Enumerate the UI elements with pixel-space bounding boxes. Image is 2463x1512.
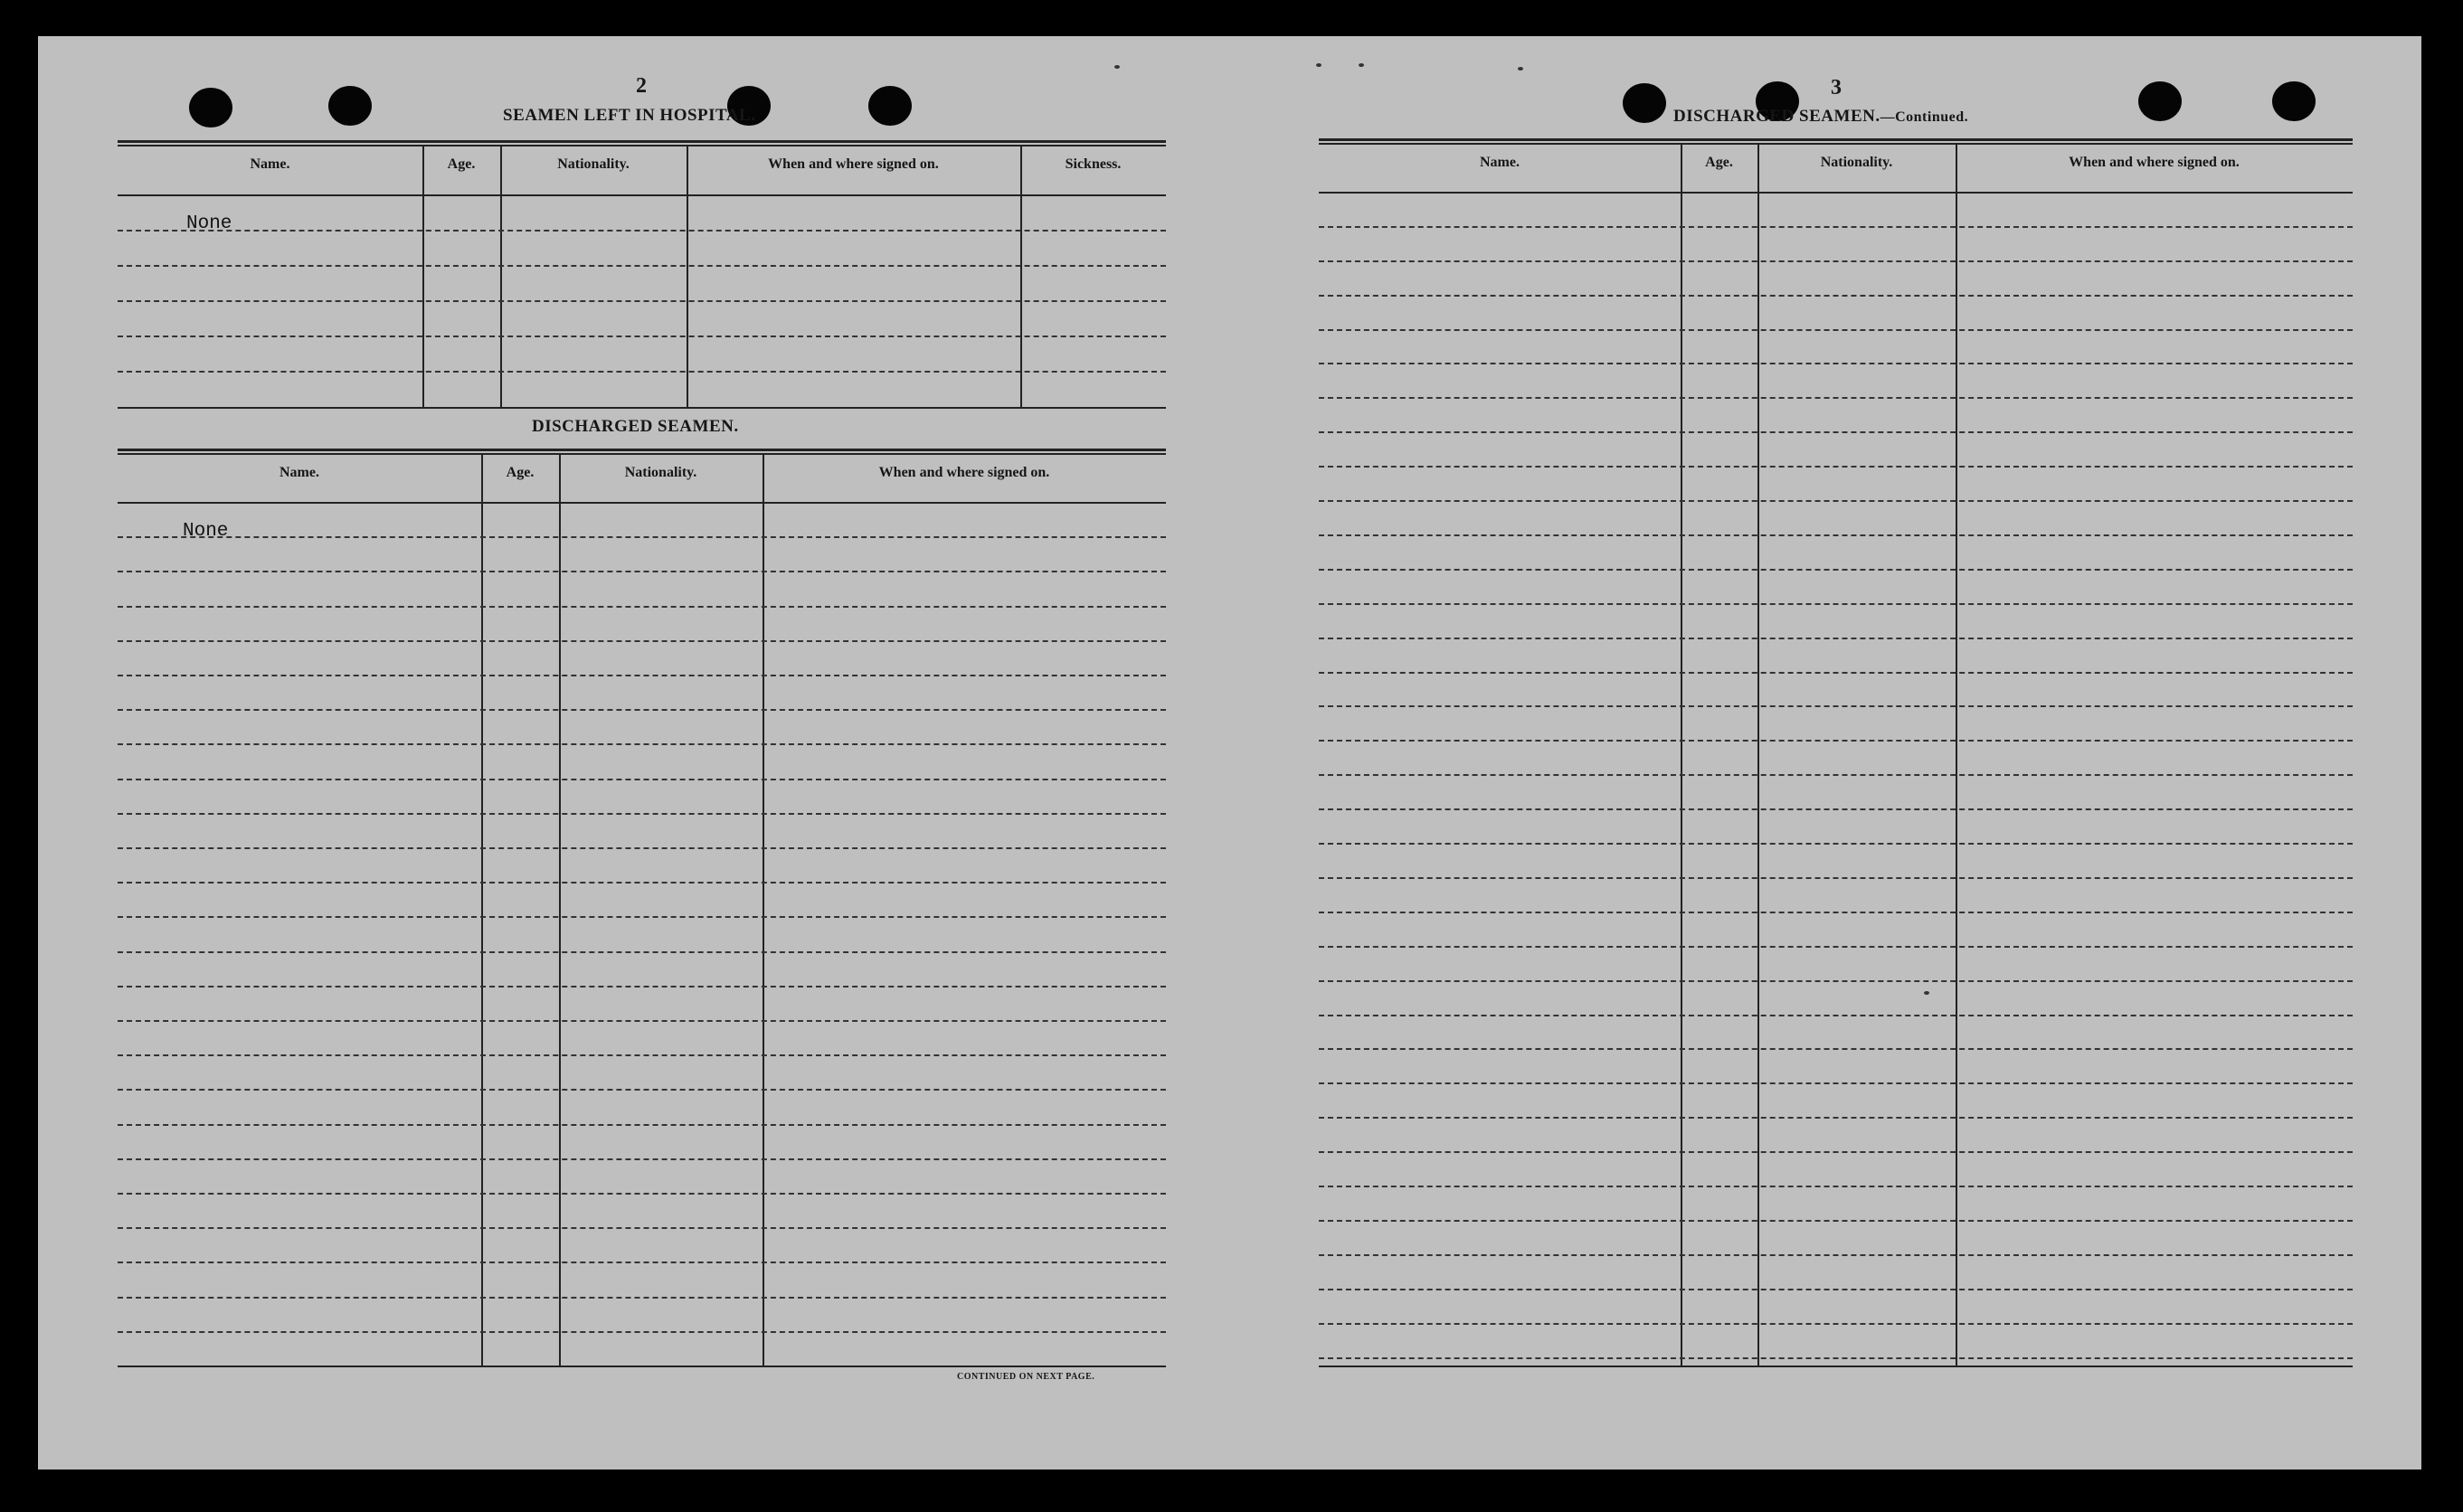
discharged-row-name: None [183, 521, 229, 542]
table-bottom-rule [1319, 1366, 2353, 1367]
column-header: Sickness. [1065, 156, 1122, 172]
punch-hole [189, 88, 232, 128]
row-line [1319, 295, 2353, 297]
header-rule [1319, 192, 2353, 194]
row-line [1319, 672, 2353, 674]
row-line [118, 265, 1166, 267]
row-line [1319, 946, 2353, 948]
row-line [118, 1297, 1166, 1299]
row-line [118, 640, 1166, 642]
punch-hole [1623, 83, 1666, 123]
row-line [118, 1193, 1166, 1195]
header-rule [118, 194, 1166, 196]
column-header: Nationality. [557, 156, 630, 172]
row-line [1319, 1048, 2353, 1050]
column-divider [687, 146, 688, 407]
row-line [1319, 431, 2353, 433]
page-number: 2 [636, 74, 648, 98]
row-line [1319, 569, 2353, 571]
row-line [118, 1262, 1166, 1263]
column-header: Name. [250, 156, 290, 172]
column-header: When and where signed on. [768, 156, 939, 172]
row-line [1319, 1082, 2353, 1084]
row-line [1319, 740, 2353, 742]
row-line [1319, 1289, 2353, 1290]
row-line [1319, 466, 2353, 468]
row-line [1319, 980, 2353, 982]
row-line [118, 743, 1166, 745]
column-header: Age. [447, 156, 476, 172]
row-line [118, 882, 1166, 884]
column-divider [422, 146, 424, 407]
column-divider [500, 146, 502, 407]
column-header: When and where signed on. [878, 465, 1050, 480]
scanned-sheet [38, 36, 2421, 1469]
column-divider [1681, 144, 1682, 1366]
row-line [118, 300, 1166, 302]
page-number: 3 [1831, 76, 1843, 99]
speck [1316, 63, 1321, 67]
row-line [1319, 1151, 2353, 1153]
table-bottom-rule [118, 407, 1166, 409]
header-rule [118, 502, 1166, 504]
row-line [118, 675, 1166, 676]
speck [1114, 65, 1120, 69]
row-line [118, 335, 1166, 337]
table-top-rule [1319, 138, 2353, 141]
punch-hole [2272, 81, 2316, 121]
column-header: Name. [279, 465, 319, 480]
continued-footer: CONTINUED ON NEXT PAGE. [957, 1372, 1095, 1382]
row-line [118, 986, 1166, 988]
row-line [118, 709, 1166, 711]
column-header: Age. [1705, 155, 1733, 170]
row-line [118, 606, 1166, 608]
row-line [1319, 638, 2353, 639]
title-suffix: —Continued. [1880, 109, 1969, 125]
row-line [118, 536, 1166, 538]
title-text: DISCHARGED SEAMEN. [1673, 107, 1880, 126]
row-line [118, 571, 1166, 572]
table-top-rule [118, 145, 1166, 146]
row-line [1319, 1186, 2353, 1187]
punch-hole [328, 86, 372, 126]
row-line [1319, 705, 2353, 707]
hospital-section-title: SEAMEN LEFT IN HOSPITAL. [503, 106, 756, 125]
row-line [1319, 1357, 2353, 1359]
column-divider [1020, 146, 1022, 407]
punch-hole [2138, 81, 2182, 121]
row-line [118, 1331, 1166, 1333]
row-line [1319, 603, 2353, 605]
column-header: Age. [506, 465, 535, 480]
row-line [118, 916, 1166, 918]
column-divider [1956, 144, 1957, 1366]
row-line [118, 779, 1166, 780]
row-line [1319, 1254, 2353, 1256]
row-line [1319, 877, 2353, 879]
row-line [118, 371, 1166, 373]
table-top-rule [118, 449, 1166, 451]
speck [1518, 67, 1523, 71]
speck [1359, 63, 1364, 67]
row-line [118, 951, 1166, 953]
row-line [1319, 1323, 2353, 1325]
row-line [1319, 1015, 2353, 1016]
discharged-continued-title [1673, 107, 1968, 127]
row-line [118, 230, 1166, 232]
hospital-row-name: None [186, 213, 232, 234]
row-line [1319, 774, 2353, 776]
table-top-rule [1319, 143, 2353, 145]
row-line [118, 1227, 1166, 1229]
row-line [1319, 1117, 2353, 1119]
row-line [118, 1158, 1166, 1160]
column-header: Nationality. [1820, 155, 1893, 170]
row-line [1319, 808, 2353, 810]
table-top-rule [118, 140, 1166, 143]
row-line [1319, 843, 2353, 845]
punch-hole [868, 86, 912, 126]
column-header: Nationality. [624, 465, 697, 480]
discharged-section-title: DISCHARGED SEAMEN. [532, 417, 739, 436]
column-divider [1757, 144, 1759, 1366]
row-line [118, 1020, 1166, 1022]
row-line [118, 813, 1166, 815]
row-line [1319, 329, 2353, 331]
row-line [1319, 1220, 2353, 1222]
row-line [118, 847, 1166, 849]
row-line [118, 1054, 1166, 1056]
row-line [1319, 363, 2353, 364]
row-line [1319, 912, 2353, 913]
row-line [1319, 534, 2353, 536]
row-line [1319, 226, 2353, 228]
row-line [118, 1089, 1166, 1091]
row-line [1319, 260, 2353, 262]
row-line [1319, 500, 2353, 502]
column-header: Name. [1480, 155, 1520, 170]
row-line [118, 1124, 1166, 1126]
row-line [1319, 397, 2353, 399]
table-top-rule [118, 453, 1166, 455]
table-bottom-rule [118, 1366, 1166, 1367]
column-header: When and where signed on. [2069, 155, 2240, 170]
speck [1924, 991, 1929, 995]
